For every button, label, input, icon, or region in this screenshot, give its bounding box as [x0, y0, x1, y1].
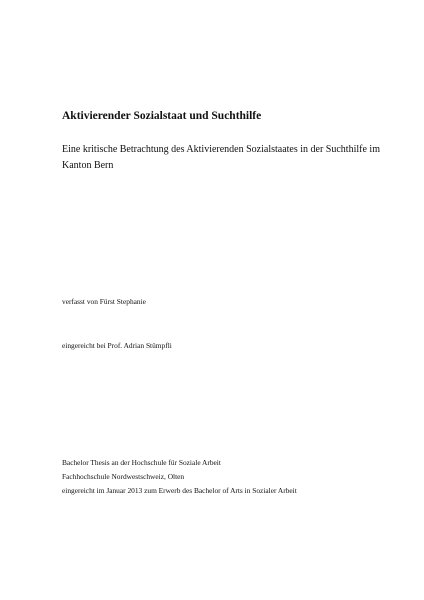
supervisor-line: eingereicht bei Prof. Adrian Stümpfli: [62, 341, 172, 350]
thesis-info: [62, 457, 382, 499]
document-title: Aktivierender Sozialstaat und Suchthilfe: [62, 110, 262, 122]
thesis-info-line: eingereicht im Januar 2013 zum Erwerb des Bachelor of Arts in Sozialer Arbeit: [62, 486, 297, 495]
document-subtitle: Eine kritische Betrachtung des Aktivierenden Sozialstaates in der Suchthilfe im Kanton Bern: [62, 144, 380, 171]
thesis-info-line: Bachelor Thesis an der Hochschule für Soziale Arbeit: [62, 458, 221, 467]
author-line: verfasst von Fürst Stephanie: [62, 297, 146, 306]
thesis-info-line: Fachhochschule Nordwestschweiz, Olten: [62, 472, 185, 481]
